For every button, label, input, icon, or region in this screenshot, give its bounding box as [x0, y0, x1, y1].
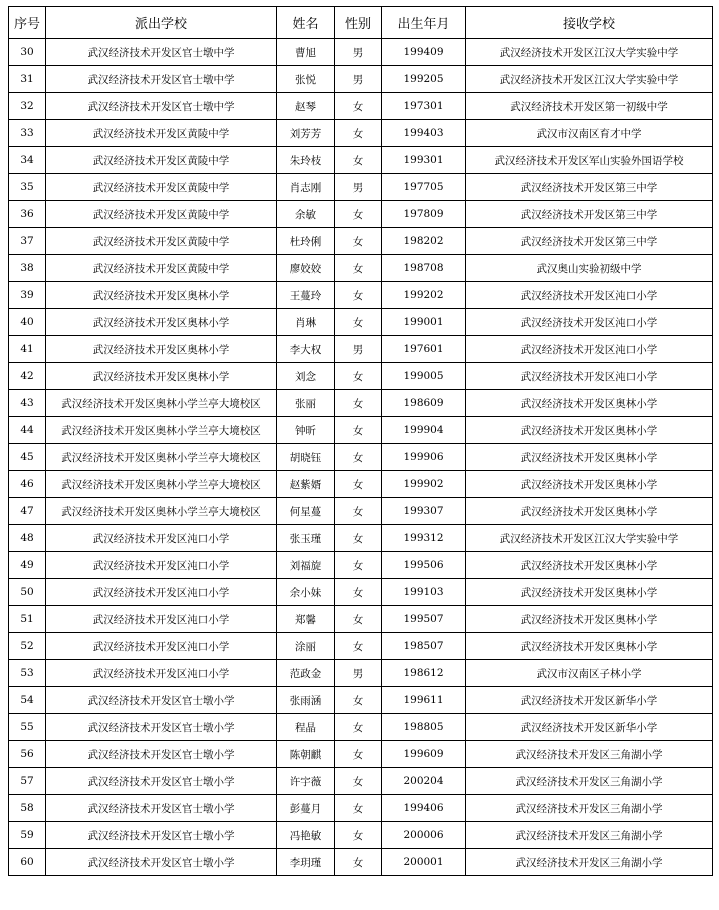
- cell-from-school: 武汉经济技术开发区官士墩小学: [46, 849, 277, 876]
- cell-from-school: 武汉经济技术开发区官士墩小学: [46, 768, 277, 795]
- cell-seq: 50: [9, 579, 46, 606]
- cell-birth: 199611: [382, 687, 466, 714]
- cell-gender: 女: [335, 282, 382, 309]
- cell-to-school: 武汉经济技术开发区沌口小学: [466, 282, 713, 309]
- cell-birth: 198202: [382, 228, 466, 255]
- cell-to-school: 武汉经济技术开发区奥林小学: [466, 417, 713, 444]
- cell-seq: 54: [9, 687, 46, 714]
- cell-from-school: 武汉经济技术开发区官士墩小学: [46, 822, 277, 849]
- cell-gender: 女: [335, 201, 382, 228]
- cell-name: 李玥瑾: [277, 849, 335, 876]
- cell-seq: 37: [9, 228, 46, 255]
- cell-name: 肖志刚: [277, 174, 335, 201]
- cell-name: 张玉瑾: [277, 525, 335, 552]
- header-birth: 出生年月: [382, 7, 466, 39]
- cell-seq: 38: [9, 255, 46, 282]
- table-row: [9, 633, 713, 660]
- cell-gender: 女: [335, 444, 382, 471]
- cell-gender: 女: [335, 741, 382, 768]
- cell-birth: 199902: [382, 471, 466, 498]
- cell-gender: 女: [335, 363, 382, 390]
- cell-name: 刘福旋: [277, 552, 335, 579]
- cell-gender: 女: [335, 147, 382, 174]
- cell-gender: 男: [335, 66, 382, 93]
- table-row: [9, 390, 713, 417]
- cell-seq: 58: [9, 795, 46, 822]
- cell-to-school: 武汉经济技术开发区奥林小学: [466, 633, 713, 660]
- cell-seq: 35: [9, 174, 46, 201]
- cell-seq: 51: [9, 606, 46, 633]
- table-row: [9, 66, 713, 93]
- cell-gender: 女: [335, 579, 382, 606]
- cell-seq: 47: [9, 498, 46, 525]
- cell-seq: 55: [9, 714, 46, 741]
- cell-name: 李大权: [277, 336, 335, 363]
- cell-birth: 199403: [382, 120, 466, 147]
- table-body: [9, 39, 713, 876]
- cell-seq: 56: [9, 741, 46, 768]
- cell-to-school: 武汉经济技术开发区奥林小学: [466, 552, 713, 579]
- cell-name: 杜玲俐: [277, 228, 335, 255]
- cell-from-school: 武汉经济技术开发区黄陵中学: [46, 147, 277, 174]
- cell-gender: 女: [335, 417, 382, 444]
- cell-birth: 199609: [382, 741, 466, 768]
- cell-gender: 女: [335, 552, 382, 579]
- cell-seq: 59: [9, 822, 46, 849]
- cell-seq: 43: [9, 390, 46, 417]
- cell-from-school: 武汉经济技术开发区沌口小学: [46, 579, 277, 606]
- cell-to-school: 武汉经济技术开发区第三中学: [466, 201, 713, 228]
- cell-birth: 198609: [382, 390, 466, 417]
- cell-name: 郑馨: [277, 606, 335, 633]
- table-row: [9, 93, 713, 120]
- cell-from-school: 武汉经济技术开发区奥林小学: [46, 336, 277, 363]
- table-row: [9, 471, 713, 498]
- cell-to-school: 武汉经济技术开发区三角湖小学: [466, 768, 713, 795]
- header-to-school: 接收学校: [466, 7, 713, 39]
- cell-seq: 57: [9, 768, 46, 795]
- cell-name: 赵琴: [277, 93, 335, 120]
- table-row: [9, 120, 713, 147]
- cell-from-school: 武汉经济技术开发区黄陵中学: [46, 228, 277, 255]
- cell-seq: 46: [9, 471, 46, 498]
- cell-birth: 198708: [382, 255, 466, 282]
- cell-from-school: 武汉经济技术开发区黄陵中学: [46, 255, 277, 282]
- cell-to-school: 武汉经济技术开发区奥林小学: [466, 444, 713, 471]
- cell-to-school: 武汉经济技术开发区第三中学: [466, 174, 713, 201]
- cell-gender: 女: [335, 309, 382, 336]
- table-row: [9, 336, 713, 363]
- cell-seq: 45: [9, 444, 46, 471]
- cell-to-school: 武汉经济技术开发区沌口小学: [466, 309, 713, 336]
- cell-birth: 199406: [382, 795, 466, 822]
- cell-name: 许宇薇: [277, 768, 335, 795]
- cell-gender: 女: [335, 768, 382, 795]
- header-from-school: 派出学校: [46, 7, 277, 39]
- cell-name: 赵紫婿: [277, 471, 335, 498]
- header-row: [9, 7, 713, 39]
- cell-to-school: 武汉经济技术开发区奥林小学: [466, 471, 713, 498]
- cell-gender: 女: [335, 633, 382, 660]
- cell-from-school: 武汉经济技术开发区官士墩小学: [46, 714, 277, 741]
- cell-to-school: 武汉经济技术开发区沌口小学: [466, 363, 713, 390]
- cell-name: 范政金: [277, 660, 335, 687]
- cell-from-school: 武汉经济技术开发区沌口小学: [46, 525, 277, 552]
- cell-gender: 女: [335, 255, 382, 282]
- cell-seq: 42: [9, 363, 46, 390]
- cell-gender: 女: [335, 228, 382, 255]
- table-row: [9, 525, 713, 552]
- table-row: [9, 309, 713, 336]
- table-row: [9, 714, 713, 741]
- cell-birth: 199001: [382, 309, 466, 336]
- cell-from-school: 武汉经济技术开发区沌口小学: [46, 660, 277, 687]
- table-row: [9, 201, 713, 228]
- cell-birth: 197601: [382, 336, 466, 363]
- cell-birth: 198805: [382, 714, 466, 741]
- cell-gender: 女: [335, 687, 382, 714]
- cell-from-school: 武汉经济技术开发区奥林小学: [46, 282, 277, 309]
- cell-name: 张悦: [277, 66, 335, 93]
- header-name: 姓名: [277, 7, 335, 39]
- cell-gender: 男: [335, 660, 382, 687]
- table-row: [9, 822, 713, 849]
- cell-gender: 女: [335, 471, 382, 498]
- cell-name: 廖姣姣: [277, 255, 335, 282]
- cell-seq: 34: [9, 147, 46, 174]
- cell-from-school: 武汉经济技术开发区官士墩中学: [46, 66, 277, 93]
- table-row: [9, 498, 713, 525]
- cell-to-school: 武汉经济技术开发区奥林小学: [466, 498, 713, 525]
- table-row: [9, 363, 713, 390]
- cell-seq: 30: [9, 39, 46, 66]
- cell-to-school: 武汉经济技术开发区军山实验外国语学校: [466, 147, 713, 174]
- cell-birth: 199301: [382, 147, 466, 174]
- cell-seq: 32: [9, 93, 46, 120]
- cell-to-school: 武汉经济技术开发区江汉大学实验中学: [466, 66, 713, 93]
- cell-birth: 199904: [382, 417, 466, 444]
- cell-birth: 199312: [382, 525, 466, 552]
- cell-seq: 60: [9, 849, 46, 876]
- cell-seq: 39: [9, 282, 46, 309]
- table-row: [9, 768, 713, 795]
- table-row: [9, 255, 713, 282]
- cell-from-school: 武汉经济技术开发区奥林小学兰亭大境校区: [46, 390, 277, 417]
- cell-name: 程晶: [277, 714, 335, 741]
- cell-to-school: 武汉奥山实验初级中学: [466, 255, 713, 282]
- cell-to-school: 武汉经济技术开发区第三中学: [466, 228, 713, 255]
- cell-from-school: 武汉经济技术开发区沌口小学: [46, 552, 277, 579]
- cell-birth: 199307: [382, 498, 466, 525]
- cell-from-school: 武汉经济技术开发区黄陵中学: [46, 120, 277, 147]
- cell-seq: 36: [9, 201, 46, 228]
- cell-to-school: 武汉经济技术开发区新华小学: [466, 714, 713, 741]
- cell-to-school: 武汉市汉南区子林小学: [466, 660, 713, 687]
- cell-from-school: 武汉经济技术开发区黄陵中学: [46, 174, 277, 201]
- cell-seq: 48: [9, 525, 46, 552]
- cell-birth: 200001: [382, 849, 466, 876]
- cell-to-school: 武汉经济技术开发区三角湖小学: [466, 822, 713, 849]
- table-row: [9, 147, 713, 174]
- cell-gender: 女: [335, 714, 382, 741]
- cell-birth: 200006: [382, 822, 466, 849]
- cell-birth: 199205: [382, 66, 466, 93]
- cell-birth: 199409: [382, 39, 466, 66]
- cell-birth: 197301: [382, 93, 466, 120]
- cell-gender: 女: [335, 822, 382, 849]
- cell-seq: 53: [9, 660, 46, 687]
- cell-birth: 199202: [382, 282, 466, 309]
- cell-name: 胡晓钰: [277, 444, 335, 471]
- cell-gender: 女: [335, 525, 382, 552]
- table-row: [9, 660, 713, 687]
- table-header: [9, 7, 713, 39]
- cell-seq: 52: [9, 633, 46, 660]
- cell-name: 何星蔓: [277, 498, 335, 525]
- table-row: [9, 39, 713, 66]
- cell-name: 刘念: [277, 363, 335, 390]
- table-row: [9, 795, 713, 822]
- cell-gender: 女: [335, 498, 382, 525]
- cell-birth: 199906: [382, 444, 466, 471]
- cell-birth: 197705: [382, 174, 466, 201]
- cell-gender: 男: [335, 39, 382, 66]
- cell-birth: 199507: [382, 606, 466, 633]
- cell-birth: 200204: [382, 768, 466, 795]
- cell-gender: 女: [335, 849, 382, 876]
- transfer-table: [8, 6, 713, 876]
- cell-from-school: 武汉经济技术开发区官士墩小学: [46, 795, 277, 822]
- cell-to-school: 武汉经济技术开发区江汉大学实验中学: [466, 525, 713, 552]
- cell-name: 张雨涵: [277, 687, 335, 714]
- cell-to-school: 武汉经济技术开发区奥林小学: [466, 390, 713, 417]
- table-row: [9, 282, 713, 309]
- cell-birth: 199506: [382, 552, 466, 579]
- cell-from-school: 武汉经济技术开发区奥林小学兰亭大境校区: [46, 471, 277, 498]
- table-row: [9, 849, 713, 876]
- cell-seq: 49: [9, 552, 46, 579]
- table-row: [9, 687, 713, 714]
- cell-name: 肖琳: [277, 309, 335, 336]
- cell-name: 刘芳芳: [277, 120, 335, 147]
- table-row: [9, 579, 713, 606]
- cell-birth: 199005: [382, 363, 466, 390]
- cell-name: 陈朝麒: [277, 741, 335, 768]
- cell-to-school: 武汉经济技术开发区奥林小学: [466, 579, 713, 606]
- cell-name: 冯艳敏: [277, 822, 335, 849]
- cell-seq: 44: [9, 417, 46, 444]
- cell-to-school: 武汉经济技术开发区沌口小学: [466, 336, 713, 363]
- cell-from-school: 武汉经济技术开发区奥林小学兰亭大境校区: [46, 444, 277, 471]
- cell-name: 王蔓玲: [277, 282, 335, 309]
- table-row: [9, 741, 713, 768]
- cell-name: 钟昕: [277, 417, 335, 444]
- cell-from-school: 武汉经济技术开发区沌口小学: [46, 633, 277, 660]
- cell-gender: 女: [335, 390, 382, 417]
- cell-from-school: 武汉经济技术开发区沌口小学: [46, 606, 277, 633]
- cell-from-school: 武汉经济技术开发区黄陵中学: [46, 201, 277, 228]
- cell-gender: 女: [335, 93, 382, 120]
- cell-gender: 男: [335, 174, 382, 201]
- cell-to-school: 武汉经济技术开发区三角湖小学: [466, 849, 713, 876]
- cell-gender: 女: [335, 795, 382, 822]
- cell-seq: 33: [9, 120, 46, 147]
- cell-from-school: 武汉经济技术开发区官士墩小学: [46, 687, 277, 714]
- table-row: [9, 606, 713, 633]
- table-row: [9, 417, 713, 444]
- cell-from-school: 武汉经济技术开发区奥林小学: [46, 363, 277, 390]
- cell-name: 彭蔓月: [277, 795, 335, 822]
- table-row: [9, 174, 713, 201]
- cell-to-school: 武汉经济技术开发区三角湖小学: [466, 795, 713, 822]
- cell-to-school: 武汉经济技术开发区新华小学: [466, 687, 713, 714]
- cell-from-school: 武汉经济技术开发区官士墩中学: [46, 39, 277, 66]
- cell-seq: 31: [9, 66, 46, 93]
- cell-name: 曹旭: [277, 39, 335, 66]
- cell-name: 余敏: [277, 201, 335, 228]
- table-row: [9, 228, 713, 255]
- cell-name: 余小妹: [277, 579, 335, 606]
- cell-to-school: 武汉经济技术开发区第一初级中学: [466, 93, 713, 120]
- cell-seq: 41: [9, 336, 46, 363]
- cell-from-school: 武汉经济技术开发区奥林小学: [46, 309, 277, 336]
- cell-to-school: 武汉经济技术开发区三角湖小学: [466, 741, 713, 768]
- cell-from-school: 武汉经济技术开发区奥林小学兰亭大境校区: [46, 417, 277, 444]
- header-seq: 序号: [9, 7, 46, 39]
- table-row: [9, 552, 713, 579]
- cell-from-school: 武汉经济技术开发区官士墩中学: [46, 93, 277, 120]
- cell-from-school: 武汉经济技术开发区官士墩小学: [46, 741, 277, 768]
- cell-to-school: 武汉经济技术开发区江汉大学实验中学: [466, 39, 713, 66]
- cell-name: 朱玲枝: [277, 147, 335, 174]
- header-gender: 性别: [335, 7, 382, 39]
- cell-name: 张丽: [277, 390, 335, 417]
- cell-birth: 198507: [382, 633, 466, 660]
- cell-from-school: 武汉经济技术开发区奥林小学兰亭大境校区: [46, 498, 277, 525]
- cell-name: 涂丽: [277, 633, 335, 660]
- cell-birth: 197809: [382, 201, 466, 228]
- cell-gender: 女: [335, 606, 382, 633]
- cell-seq: 40: [9, 309, 46, 336]
- cell-birth: 199103: [382, 579, 466, 606]
- cell-to-school: 武汉市汉南区育才中学: [466, 120, 713, 147]
- cell-gender: 女: [335, 120, 382, 147]
- cell-birth: 198612: [382, 660, 466, 687]
- cell-to-school: 武汉经济技术开发区奥林小学: [466, 606, 713, 633]
- cell-gender: 男: [335, 336, 382, 363]
- table-row: [9, 444, 713, 471]
